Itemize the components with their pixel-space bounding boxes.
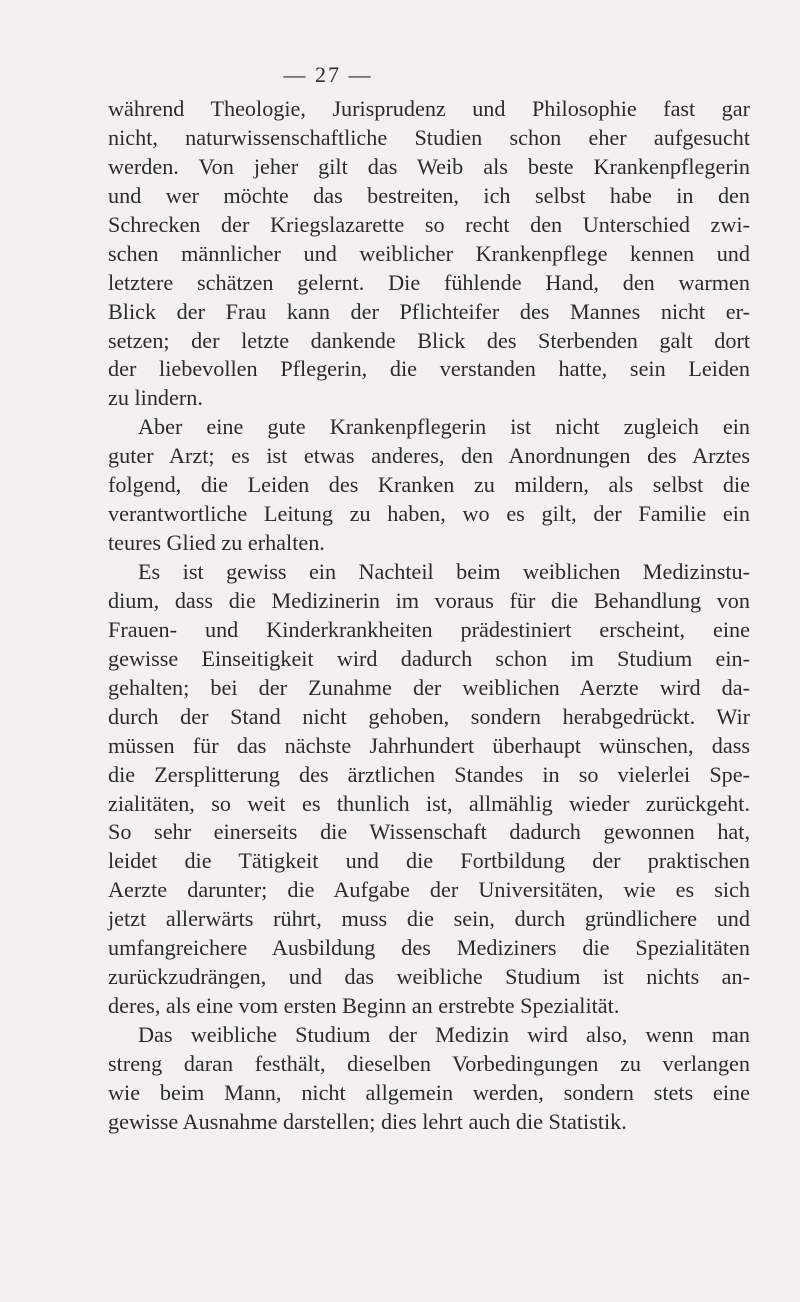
text-line: schen männlicher und weiblicher Krankenpflege kennen und (108, 240, 750, 266)
text-line: gehalten; bei der Zunahme der weiblichen Aerzte wird da- (108, 674, 750, 700)
text-line: Frauen- und Kinderkrankheiten prädestiniert erscheint, eine (108, 616, 750, 642)
text-line: Schrecken der Kriegslazarette so recht den Unterschied zwi- (108, 211, 750, 237)
text-line: streng daran festhält, dieselben Vorbedingungen zu verlangen (108, 1050, 750, 1076)
text-line: Blick der Frau kann der Pflichteifer des Mannes nicht er- (108, 298, 750, 324)
text-line: wie beim Mann, nicht allgemein werden, sondern stets eine (108, 1079, 750, 1105)
text-line: Aerzte darunter; die Aufgabe der Universitäten, wie es sich (108, 877, 750, 903)
text-line: müssen für das nächste Jahrhundert überhaupt wünschen, dass (108, 732, 750, 758)
text-line: gewisse Ausnahme darstellen; dies lehrt auch die Statistik. (108, 1108, 627, 1134)
text-line: jetzt allerwärts rührt, muss die sein, durch gründlichere und (108, 906, 750, 932)
text-line: letztere schätzen gelernt. Die fühlende Hand, den warmen (108, 269, 750, 295)
text-line: setzen; der letzte dankende Blick des Sterbenden galt dort (108, 327, 750, 353)
text-line: zurückzudrängen, und das weibliche Studium ist nichts an- (108, 964, 750, 990)
text-line: So sehr einerseits die Wissenschaft dadurch gewonnen hat, (108, 819, 750, 845)
text-line: werden. Von jeher gilt das Weib als beste Krankenpflegerin (108, 153, 750, 179)
text-line: zu lindern. (108, 385, 203, 411)
text-line: während Theologie, Jurisprudenz und Philosophie fast gar (108, 96, 750, 121)
text-line: umfangreichere Ausbildung des Mediziners die Spezialitäten (108, 935, 750, 961)
text-line: leidet die Tätigkeit und die Fortbildung der praktischen (108, 848, 750, 874)
text-line: teures Glied zu erhalten. (108, 530, 325, 556)
text-line: dium, dass die Medizinerin im voraus für die Behandlung von (108, 587, 750, 613)
text-line: verantwortliche Leitung zu haben, wo es gilt, der Familie ein (108, 501, 750, 527)
text-line: guter Arzt; es ist etwas anderes, den Anordnungen des Arztes (108, 443, 750, 469)
body-text (108, 95, 750, 1137)
page-number: — 27 — (283, 62, 373, 87)
text-line: zialitäten, so weit es thunlich ist, allmählig wieder zurückgeht. (108, 790, 750, 816)
text-line: Das weibliche Studium der Medizin wird also, wenn man (138, 1022, 750, 1047)
text-line: und wer möchte das bestreiten, ich selbst habe in den (108, 182, 750, 208)
text-line: folgend, die Leiden des Kranken zu mildern, als selbst die (108, 472, 750, 498)
text-line: durch der Stand nicht gehoben, sondern herabgedrückt. Wir (108, 703, 750, 729)
text-line: nicht, naturwissenschaftliche Studien schon eher aufgesucht (108, 124, 750, 150)
text-line: Aber eine gute Krankenpflegerin ist nicht zugleich ein (138, 414, 750, 440)
text-line: der liebevollen Pflegerin, die verstanden hatte, sein Leiden (108, 356, 750, 382)
text-line: deres, als eine vom ersten Beginn an erstrebte Spezialität. (108, 993, 620, 1019)
text-line: gewisse Einseitigkeit wird dadurch schon im Studium ein- (108, 645, 750, 671)
text-line: Es ist gewiss ein Nachteil beim weiblichen Medizinstu- (138, 559, 750, 584)
text-line: die Zersplitterung des ärztlichen Standes in so vielerlei Spe- (108, 761, 750, 787)
